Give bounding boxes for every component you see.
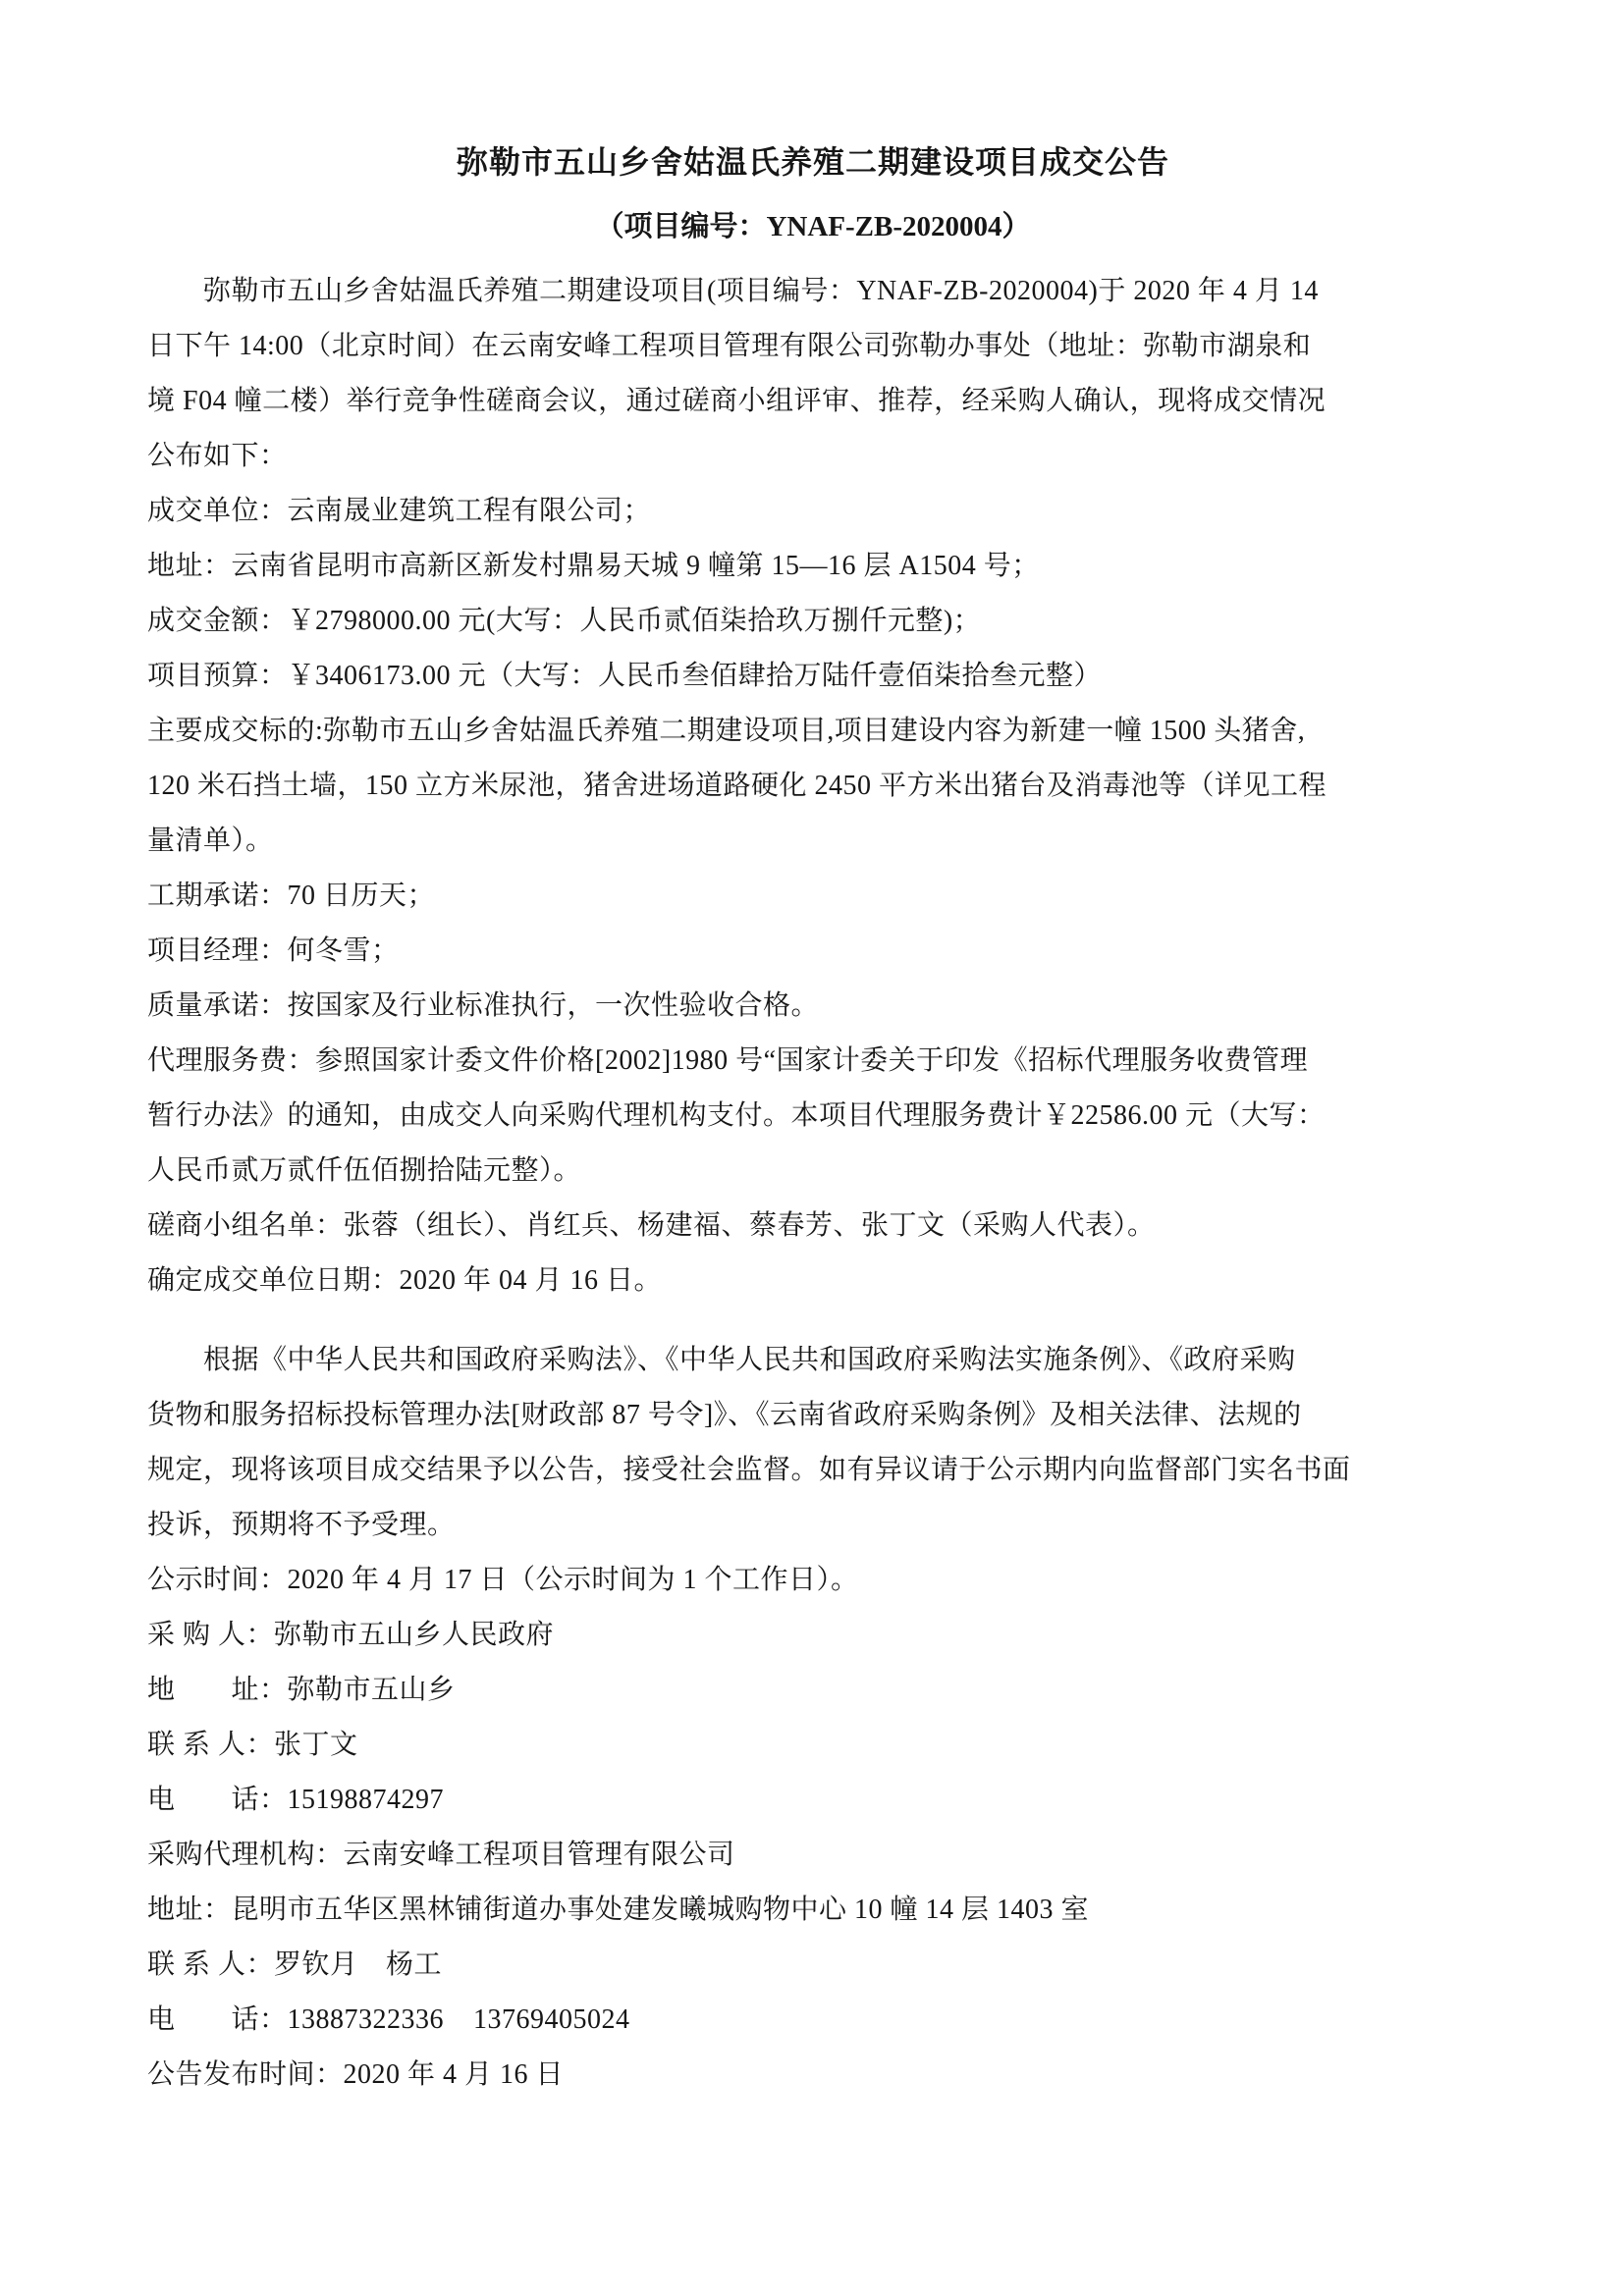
document-line: 电 话：13887322336 13769405024 xyxy=(147,2004,630,2035)
document-lines xyxy=(147,264,1479,2103)
document-line: 采 购 人：弥勒市五山乡人民政府 xyxy=(147,1620,555,1650)
document-line: 量清单）。 xyxy=(147,826,274,856)
document-line: 项目预算：￥3406173.00 元（大写：人民币叁佰肆拾万陆仟壹佰柒拾叁元整） xyxy=(147,661,1103,691)
document-line: 联 系 人：张丁文 xyxy=(147,1730,358,1760)
document-line: 根据《中华人民共和国政府采购法》、《中华人民共和国政府采购法实施条例》、《政府采购 xyxy=(203,1345,1296,1375)
document-line: 规定，现将该项目成交结果予以公告，接受社会监督。如有异议请于公示期内向监督部门实名书面 xyxy=(147,1455,1351,1485)
document-subtitle: （项目编号：YNAF-ZB-2020004） xyxy=(595,211,1031,242)
document-line: 暂行办法》的通知，由成交人向采购代理机构支付。本项目代理服务费计￥22586.00 元（大写： xyxy=(147,1100,1326,1131)
document-line: 质量承诺：按国家及行业标准执行，一次性验收合格。 xyxy=(147,990,820,1021)
document-line: 日下午 14:00（北京时间）在云南安峰工程项目管理有限公司弥勒办事处（地址：弥勒市湖泉和 xyxy=(147,331,1312,361)
document-line: 120 米石挡土墙，150 立方米尿池，猪舍进场道路硬化 2450 平方米出猪台及消毒池等（详见工程 xyxy=(147,771,1327,801)
document-line: 项目经理：何冬雪； xyxy=(147,935,400,966)
document-line: 人民币贰万贰仟伍佰捌拾陆元整）。 xyxy=(147,1155,582,1186)
document-line: 货物和服务招标投标管理办法[财政部 87 号令]》、《云南省政府采购条例》及相关法律、法规的 xyxy=(147,1400,1302,1430)
document-line: 公布如下： xyxy=(147,441,288,471)
document-line: 采购代理机构：云南安峰工程项目管理有限公司 xyxy=(147,1840,735,1870)
document-line: 电 话：15198874297 xyxy=(147,1785,445,1815)
document-line: 联 系 人：罗钦月 杨工 xyxy=(147,1949,443,1980)
document-line: 地址：云南省昆明市高新区新发村鼎易天城 9 幢第 15—16 层 A1504 号； xyxy=(147,551,1040,581)
document-line: 地址：昆明市五华区黑林铺街道办事处建发曦城购物中心 10 幢 14 层 1403 室 xyxy=(147,1895,1090,1925)
document-line: 磋商小组名单：张蓉（组长）、肖红兵、杨建福、蔡春芳、张丁文（采购人代表）。 xyxy=(147,1210,1156,1241)
document-line: 成交单位：云南晟业建筑工程有限公司； xyxy=(147,496,652,526)
document-line: 弥勒市五山乡舍姑温氏养殖二期建设项目(项目编号：YNAF-ZB-2020004)于 2020 年 4 月 14 xyxy=(203,276,1319,306)
document-line: 公示时间：2020 年 4 月 17 日（公示时间为 1 个工作日）。 xyxy=(147,1565,859,1595)
document-line: 主要成交标的:弥勒市五山乡舍姑温氏养殖二期建设项目,项目建设内容为新建一幢 1500 头猪舍, xyxy=(147,716,1306,746)
document-title: 弥勒市五山乡舍姑温氏养殖二期建设项目成交公告 xyxy=(456,144,1169,180)
document-line: 投诉，预期将不予受理。 xyxy=(147,1510,456,1540)
document-line: 境 F04 幢二楼）举行竞争性磋商会议，通过磋商小组评审、推荐，经采购人确认，现将成交情况 xyxy=(147,386,1326,416)
document-line: 成交金额：￥2798000.00 元(大写：人民币贰佰柒拾玖万捌仟元整)； xyxy=(147,606,982,636)
document-line: 代理服务费：参照国家计委文件价格[2002]1980 号“国家计委关于印发《招标代理服务收费管理 xyxy=(147,1045,1309,1076)
document-line: 地 址：弥勒市五山乡 xyxy=(147,1675,456,1705)
document-line: 工期承诺：70 日历天； xyxy=(147,881,436,911)
document-line: 公告发布时间：2020 年 4 月 16 日 xyxy=(147,2059,565,2090)
document-line: 确定成交单位日期：2020 年 04 月 16 日。 xyxy=(147,1265,663,1296)
